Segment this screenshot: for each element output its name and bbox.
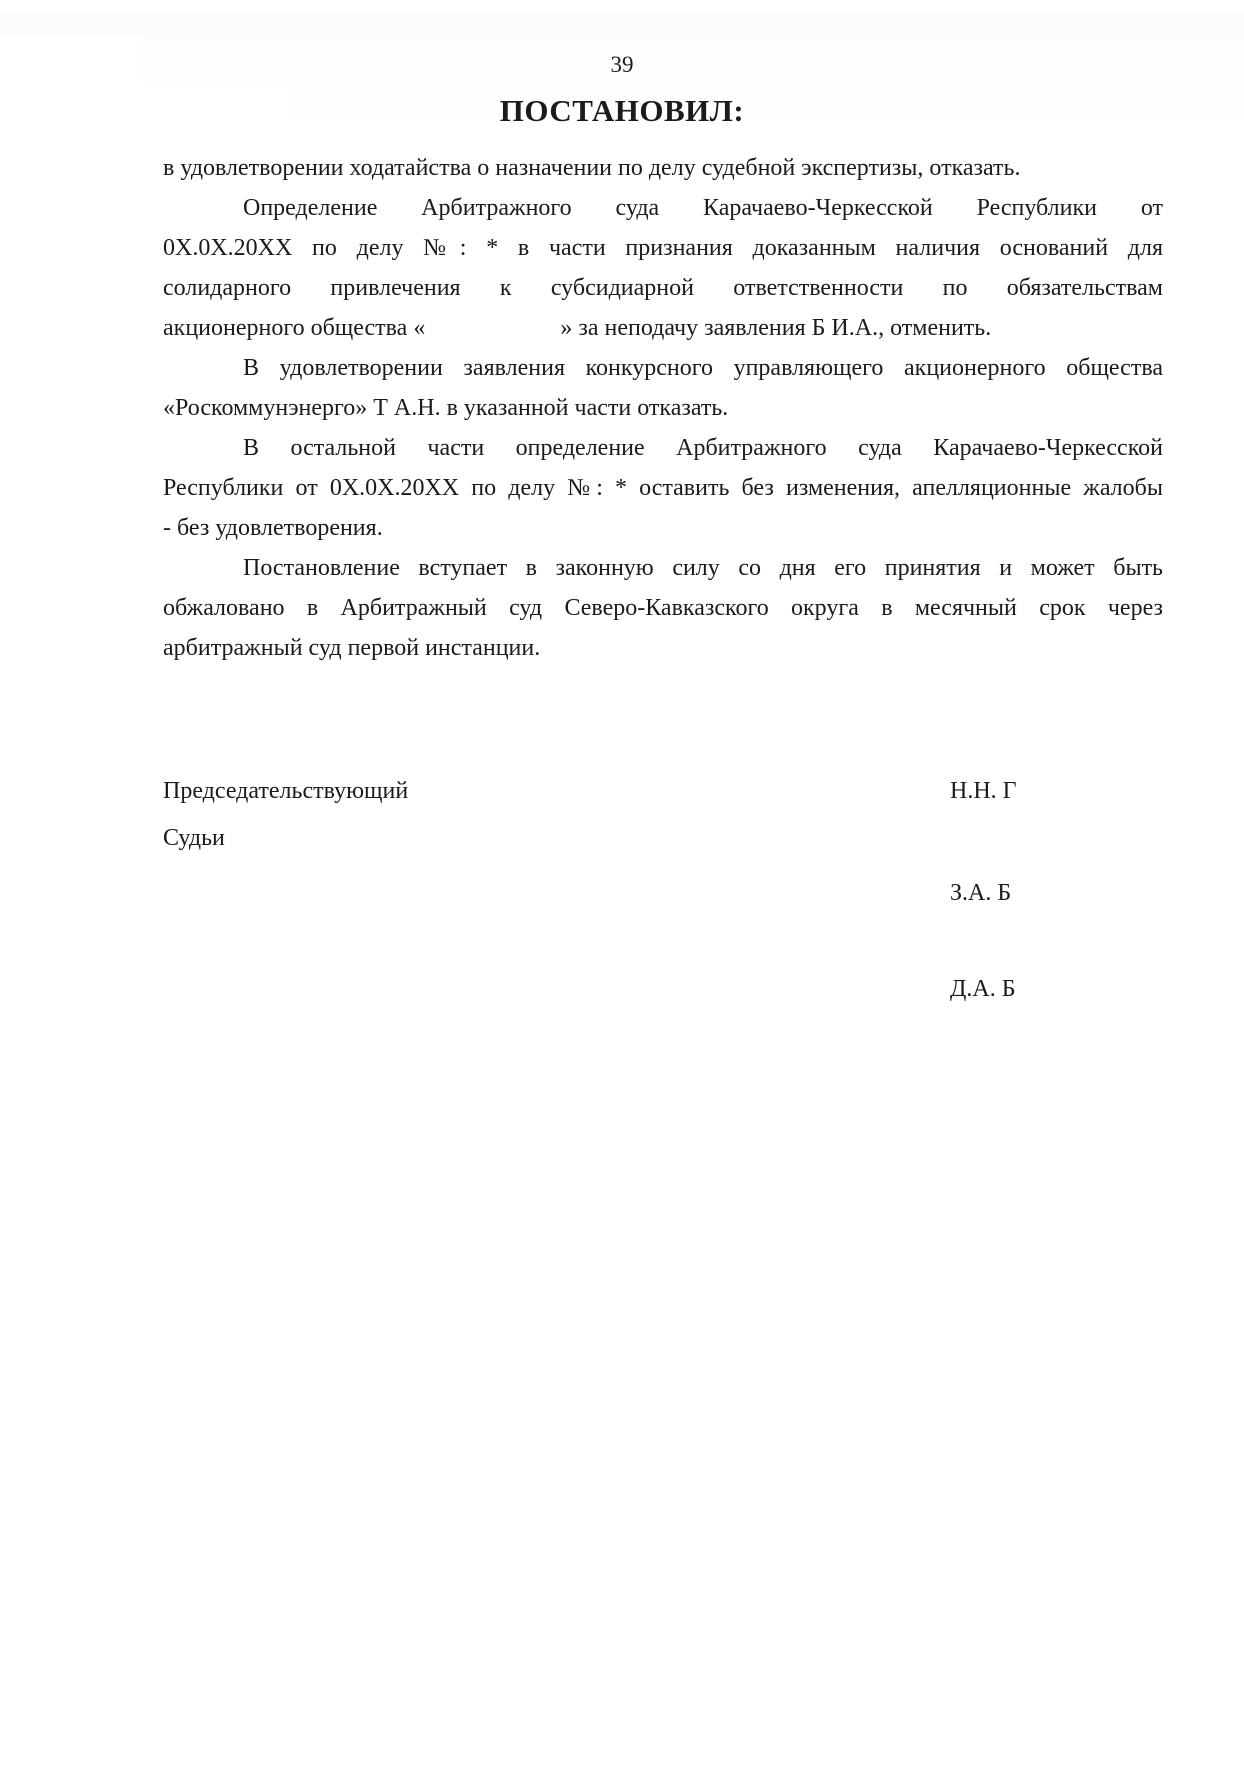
paragraph — [163, 188, 1163, 348]
ruling-heading: ПОСТАНОВИЛ: — [499, 93, 745, 128]
text-line: «Роскоммунэнерго» Т А.Н. в указанной части отказать. — [163, 395, 729, 421]
redaction-gap — [425, 334, 560, 335]
text-after-gap: » за неподачу заявления Б И.А., отменить. — [560, 315, 992, 341]
text-line: арбитражный суд первой инстанции. — [163, 635, 541, 661]
page-number: 39 — [610, 52, 634, 77]
paragraph — [163, 548, 1163, 668]
text-line: В удовлетворении заявления конкурсного управляющего акционерного общества — [243, 355, 1163, 381]
text-line: Определение Арбитражного суда Карачаево-Черкесской Республики от — [243, 195, 1163, 221]
paragraph — [163, 428, 1163, 548]
text-line: обжаловано в Арбитражный суд Северо-Кавказского округа в месячный срок через — [163, 595, 1163, 621]
text-line-with-redaction-gap — [163, 308, 1163, 348]
text-line: солидарного привлечения к субсидиарной ответственности по обязательствам — [163, 275, 1163, 301]
signature-judges-label: Судьи — [163, 825, 225, 851]
scan-artifact-band — [0, 14, 1244, 36]
text-line: - без удовлетворения. — [163, 515, 383, 541]
signature-presiding-name: Н.Н. Г — [950, 778, 1017, 804]
paragraph — [163, 348, 1163, 428]
text-line: 0X.0X.20XX по делу №: * в части признания доказанным наличия оснований для — [163, 235, 1163, 261]
signature-judge3-name: Д.А. Б — [950, 976, 1016, 1002]
text-line: В остальной части определение Арбитражного суда Карачаево-Черкесской — [243, 435, 1163, 461]
text-before-gap: акционерного общества « — [163, 315, 426, 341]
text-line: Постановление вступает в законную силу со дня его принятия и может быть — [243, 555, 1163, 581]
signature-judge2-name: З.А. Б — [950, 880, 1012, 906]
ruling-body — [163, 148, 1163, 668]
text-line: в удовлетворении ходатайства о назначении по делу судебной экспертизы, отказать. — [163, 155, 1021, 181]
text-line: Республики от 0X.0X.20XX по делу №: * оставить без изменения, апелляционные жалобы — [163, 475, 1163, 501]
signature-presiding-label: Председательствующий — [163, 778, 409, 804]
paragraph — [163, 148, 1163, 188]
